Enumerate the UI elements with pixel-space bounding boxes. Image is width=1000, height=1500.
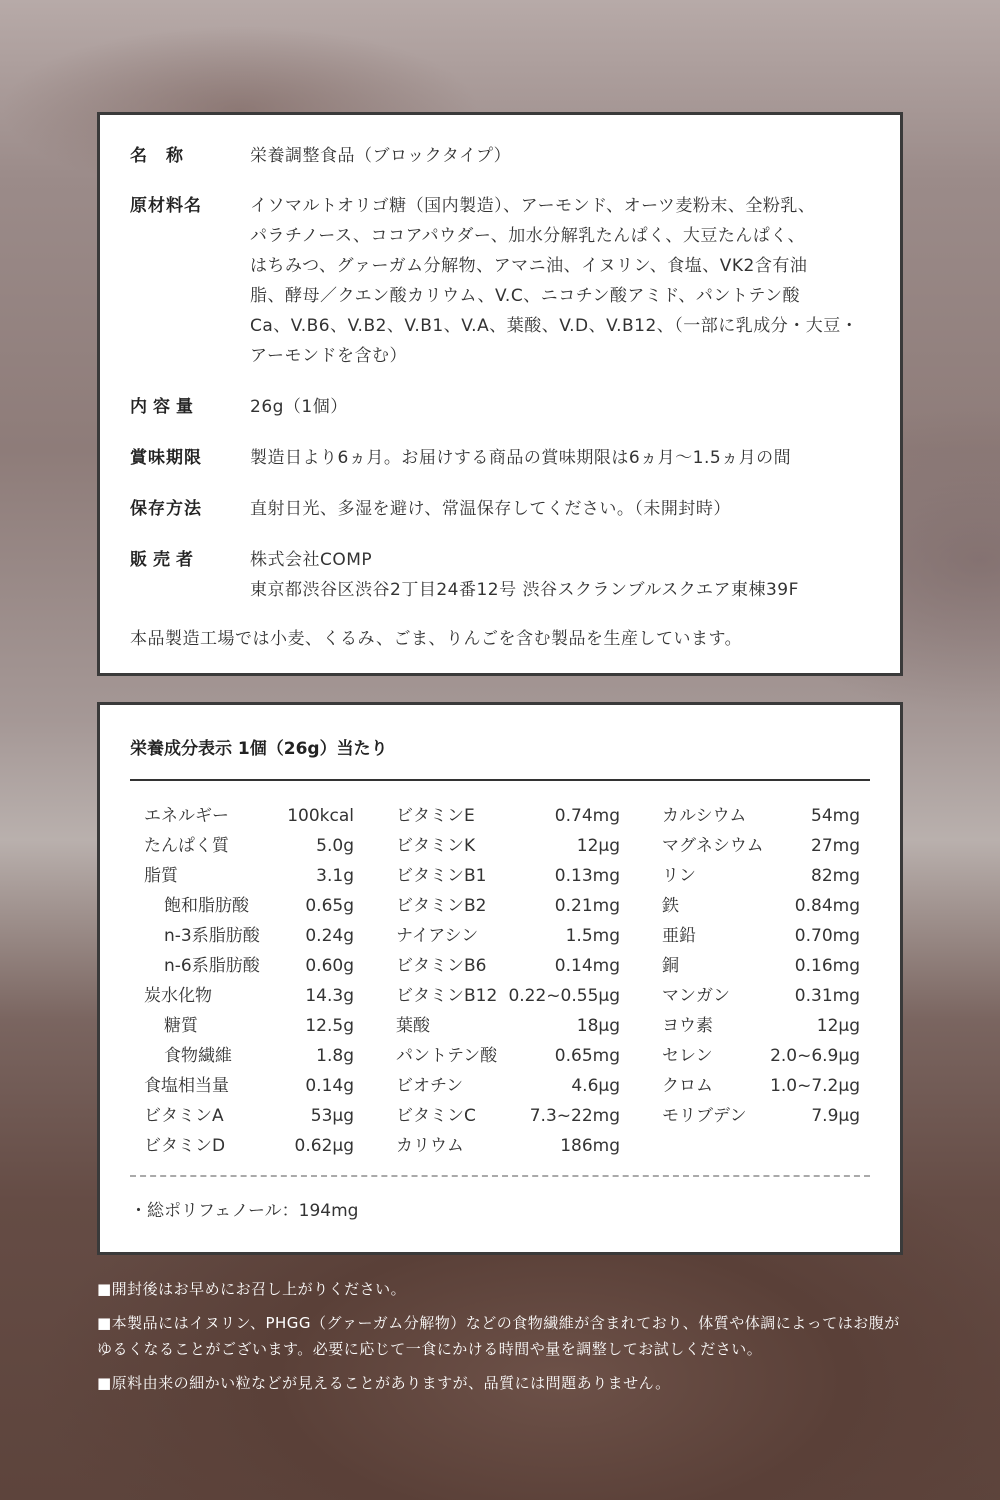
nutrition-column-2 bbox=[396, 801, 620, 1161]
nutrient-value: 1.5mg bbox=[565, 926, 620, 946]
nutrient-value: 4.6μg bbox=[571, 1076, 620, 1096]
name-value: 栄養調整食品（ブロックタイプ） bbox=[250, 146, 512, 166]
nutrient-name: パントテン酸 bbox=[396, 1046, 498, 1066]
polyphenol-note: ・総ポリフェノール：194mg bbox=[130, 1201, 359, 1221]
nutrient-name: 食塩相当量 bbox=[144, 1076, 229, 1096]
ingredients-row bbox=[130, 191, 870, 371]
nutrient-row bbox=[662, 831, 860, 861]
seller-value bbox=[250, 545, 870, 605]
nutrient-row bbox=[144, 891, 354, 921]
nutrient-row bbox=[396, 891, 620, 921]
nutrient-value: 3.1g bbox=[316, 866, 354, 886]
nutrient-name: エネルギー bbox=[144, 806, 229, 826]
ingredients-line: 脂、酵母／クエン酸カリウム、V.C、ニコチン酸アミド、パントテン酸 bbox=[250, 286, 800, 306]
nutrient-row bbox=[662, 951, 860, 981]
nutrient-name: カリウム bbox=[396, 1136, 464, 1156]
nutrient-value: 12.5g bbox=[305, 1016, 354, 1036]
seller-name: 株式会社COMP bbox=[250, 550, 373, 570]
nutrient-value: 7.9μg bbox=[811, 1106, 860, 1126]
nutrient-value: 0.22~0.55μg bbox=[508, 986, 620, 1006]
nutrition-column-3 bbox=[662, 801, 860, 1131]
nutrient-value: 0.65g bbox=[305, 896, 354, 916]
nutrient-name: ビオチン bbox=[396, 1076, 464, 1096]
ingredients-line: Ca、V.B6、V.B2、V.B1、V.A、葉酸、V.D、V.B12、（一部に乳成分・大豆・ bbox=[250, 316, 859, 336]
ingredients-value bbox=[250, 191, 870, 371]
storage-value: 直射日光、多湿を避け、常温保存してください。（未開封時） bbox=[250, 499, 731, 519]
nutrition-title: 栄養成分表示 1個（26g）当たり bbox=[130, 739, 388, 759]
expiry-label: 賞味期限 bbox=[130, 448, 202, 468]
nutrient-value: 82mg bbox=[811, 866, 860, 886]
nutrient-value: 0.62μg bbox=[294, 1136, 354, 1156]
nutrient-row bbox=[396, 951, 620, 981]
nutrient-row bbox=[144, 1131, 354, 1161]
nutrient-row bbox=[144, 1011, 354, 1041]
nutrient-row bbox=[144, 981, 354, 1011]
ingredients-line: パラチノース、ココアパウダー、加水分解乳たんぱく、大豆たんぱく、 bbox=[250, 226, 806, 246]
nutrient-name: n-6系脂肪酸 bbox=[164, 956, 260, 976]
nutrient-value: 54mg bbox=[811, 806, 860, 826]
expiry-row bbox=[130, 443, 870, 473]
nutrient-value: 0.65mg bbox=[554, 1046, 620, 1066]
nutrient-row bbox=[662, 801, 860, 831]
nutrient-name: ビタミンB6 bbox=[396, 956, 487, 976]
nutrient-value: 1.8g bbox=[316, 1046, 354, 1066]
nutrient-value: 53μg bbox=[310, 1106, 354, 1126]
nutrient-row bbox=[144, 831, 354, 861]
nutrient-row bbox=[396, 1131, 620, 1161]
nutrient-name: 葉酸 bbox=[396, 1016, 430, 1036]
nutrient-row bbox=[662, 891, 860, 921]
nutrient-name: ヨウ素 bbox=[662, 1016, 713, 1036]
nutrient-value: 0.31mg bbox=[794, 986, 860, 1006]
nutrient-row bbox=[144, 1101, 354, 1131]
footnote: ■原料由来の細かい粒などが見えることがありますが、品質には問題ありません。 bbox=[97, 1374, 671, 1392]
nutrient-name: ビタミンB12 bbox=[396, 986, 498, 1006]
nutrient-row bbox=[662, 1101, 860, 1131]
nutrition-divider bbox=[130, 779, 870, 781]
nutrient-value: 186mg bbox=[560, 1136, 620, 1156]
nutrient-row bbox=[396, 831, 620, 861]
nutrition-column-1 bbox=[144, 801, 354, 1161]
nutrient-name: セレン bbox=[662, 1046, 713, 1066]
nutrient-value: 0.60g bbox=[305, 956, 354, 976]
nutrient-name: ビタミンA bbox=[144, 1106, 224, 1126]
nutrient-name: ビタミンB2 bbox=[396, 896, 487, 916]
nutrient-row bbox=[662, 921, 860, 951]
nutrient-value: 18μg bbox=[576, 1016, 620, 1036]
nutrient-name: ビタミンC bbox=[396, 1106, 476, 1126]
nutrition-grid bbox=[130, 801, 870, 1161]
footnotes bbox=[97, 1276, 903, 1404]
nutrient-name: カルシウム bbox=[662, 806, 747, 826]
storage-label: 保存方法 bbox=[130, 499, 202, 519]
nutrient-row bbox=[144, 861, 354, 891]
seller-label: 販売者 bbox=[130, 550, 199, 570]
nutrient-row bbox=[144, 1071, 354, 1101]
seller-address: 東京都渋谷区渋谷2丁目24番12号 渋谷スクランブルスクエア東棟39F bbox=[250, 580, 799, 600]
nutrient-name: ビタミンD bbox=[144, 1136, 226, 1156]
nutrient-name: ビタミンK bbox=[396, 836, 476, 856]
nutrient-value: 0.16mg bbox=[794, 956, 860, 976]
nutrient-row bbox=[396, 981, 620, 1011]
nutrient-value: 0.70mg bbox=[794, 926, 860, 946]
nutrient-name: 飽和脂肪酸 bbox=[164, 896, 249, 916]
ingredients-line: はちみつ、グァーガム分解物、アマニ油、イヌリン、食塩、VK2含有油 bbox=[250, 256, 808, 276]
nutrient-name: ナイアシン bbox=[396, 926, 479, 946]
nutrient-value: 5.0g bbox=[316, 836, 354, 856]
seller-row bbox=[130, 545, 870, 605]
nutrient-name: 炭水化物 bbox=[144, 986, 212, 1006]
nutrient-value: 0.84mg bbox=[794, 896, 860, 916]
nutrient-name: マグネシウム bbox=[662, 836, 764, 856]
nutrient-value: 100kcal bbox=[287, 806, 354, 826]
nutrient-row bbox=[144, 921, 354, 951]
product-info-card bbox=[97, 112, 903, 676]
nutrient-row bbox=[662, 1041, 860, 1071]
nutrient-row bbox=[396, 921, 620, 951]
content-value: 26g（1個） bbox=[250, 397, 348, 417]
nutrient-value: 0.14mg bbox=[554, 956, 620, 976]
allergen-notice: 本品製造工場では小麦、くるみ、ごま、りんごを含む製品を生産しています。 bbox=[130, 629, 743, 649]
nutrient-value: 1.0~7.2μg bbox=[770, 1076, 860, 1096]
name-label: 名 称 bbox=[130, 146, 184, 166]
content-label: 内容量 bbox=[130, 397, 199, 417]
ingredients-line: アーモンドを含む） bbox=[250, 346, 407, 366]
nutrient-value: 0.13mg bbox=[554, 866, 620, 886]
nutrient-value: 27mg bbox=[811, 836, 860, 856]
nutrient-name: クロム bbox=[662, 1076, 713, 1096]
footnote: ■開封後はお早めにお召し上がりください。 bbox=[97, 1280, 407, 1298]
content-row bbox=[130, 392, 870, 422]
nutrient-row bbox=[144, 1041, 354, 1071]
nutrient-name: マンガン bbox=[662, 986, 730, 1006]
storage-row bbox=[130, 494, 870, 524]
nutrition-card bbox=[97, 702, 903, 1255]
nutrient-name: 亜鉛 bbox=[662, 926, 696, 946]
nutrient-name: たんぱく質 bbox=[144, 836, 229, 856]
nutrient-row bbox=[396, 1041, 620, 1071]
nutrient-row bbox=[662, 1011, 860, 1041]
nutrient-name: 鉄 bbox=[662, 896, 679, 916]
expiry-value: 製造日より6ヵ月。お届けする商品の賞味期限は6ヵ月〜1.5ヵ月の間 bbox=[250, 448, 792, 468]
nutrient-value: 2.0~6.9μg bbox=[770, 1046, 860, 1066]
name-row bbox=[130, 141, 870, 171]
nutrient-row bbox=[396, 1011, 620, 1041]
nutrient-name: ビタミンB1 bbox=[396, 866, 487, 886]
nutrient-name: 脂質 bbox=[144, 866, 178, 886]
nutrient-row bbox=[662, 981, 860, 1011]
ingredients-line: イソマルトオリゴ糖（国内製造）、アーモンド、オーツ麦粉末、全粉乳、 bbox=[250, 196, 816, 216]
nutrient-name: モリブデン bbox=[662, 1106, 747, 1126]
nutrient-name: 銅 bbox=[662, 956, 679, 976]
nutrient-value: 12μg bbox=[576, 836, 620, 856]
nutrient-name: ビタミンE bbox=[396, 806, 475, 826]
nutrient-name: 食物繊維 bbox=[164, 1046, 232, 1066]
footnote: ■本製品にはイヌリン、PHGG（グァーガム分解物）などの食物繊維が含まれており、体質や体調によってはお腹がゆるくなることがございます。必要に応じて一食にかける時間や量を調整してお試しください。 bbox=[97, 1314, 900, 1358]
nutrient-row bbox=[662, 861, 860, 891]
nutrient-row bbox=[396, 1101, 620, 1131]
nutrient-row bbox=[144, 951, 354, 981]
nutrient-name: リン bbox=[662, 866, 696, 886]
nutrient-row bbox=[396, 801, 620, 831]
nutrient-row bbox=[144, 801, 354, 831]
nutrient-value: 0.24g bbox=[305, 926, 354, 946]
nutrient-value: 0.21mg bbox=[554, 896, 620, 916]
ingredients-label: 原材料名 bbox=[130, 196, 202, 216]
nutrient-value: 14.3g bbox=[305, 986, 354, 1006]
nutrient-name: 糖質 bbox=[164, 1016, 198, 1036]
nutrient-value: 0.74mg bbox=[554, 806, 620, 826]
nutrient-name: n-3系脂肪酸 bbox=[164, 926, 260, 946]
nutrient-value: 12μg bbox=[816, 1016, 860, 1036]
nutrient-value: 7.3~22mg bbox=[529, 1106, 620, 1126]
dashed-divider bbox=[130, 1175, 870, 1177]
nutrient-row bbox=[396, 861, 620, 891]
nutrient-value: 0.14g bbox=[305, 1076, 354, 1096]
nutrient-row bbox=[662, 1071, 860, 1101]
nutrient-row bbox=[396, 1071, 620, 1101]
